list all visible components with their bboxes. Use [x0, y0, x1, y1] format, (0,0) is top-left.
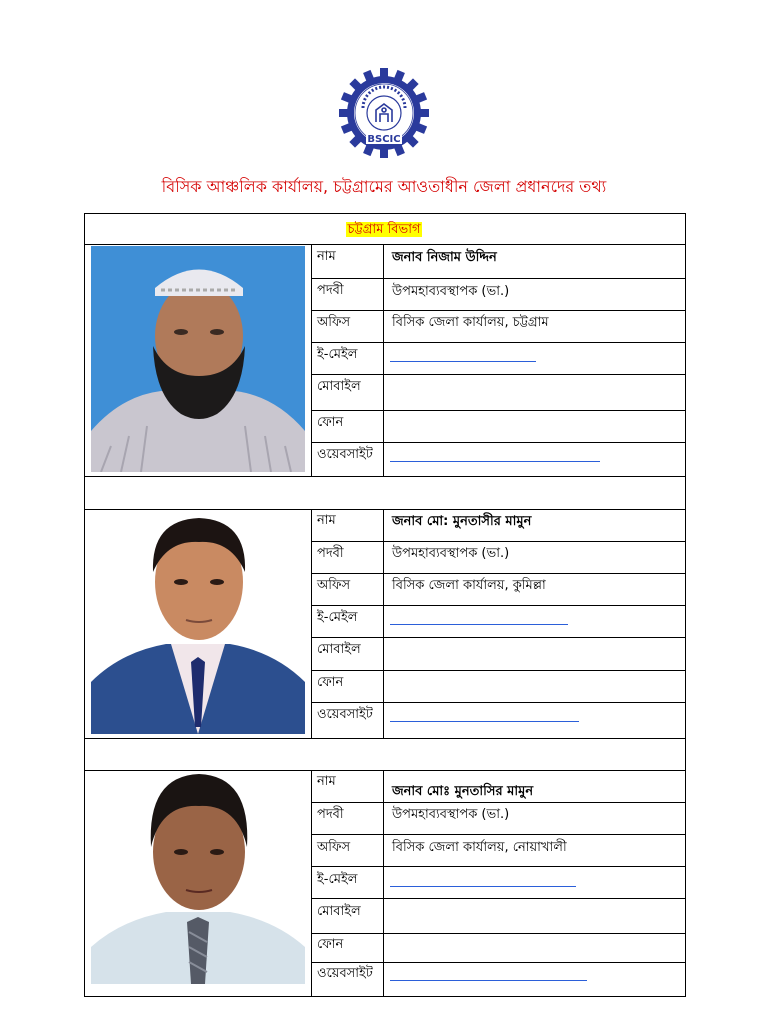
officer-photo-2 — [91, 512, 305, 734]
division-header — [0, 218, 768, 241]
website-link[interactable] — [390, 980, 587, 981]
website-link[interactable] — [390, 721, 579, 722]
officer-name: জনাব মোঃ মুনতাসির মামুন — [392, 784, 534, 799]
bscic-logo — [339, 68, 429, 158]
label-name: নাম — [317, 249, 336, 264]
email-link[interactable] — [390, 624, 568, 625]
label-phone: ফোন — [317, 675, 344, 690]
label-designation: পদবী — [317, 807, 344, 822]
logo-text: BSCIC — [367, 134, 401, 145]
officer-office: বিসিক জেলা কার্যালয়, নোয়াখালী — [392, 840, 567, 855]
officer-designation: উপমহাব্যবস্থাপক (ভা.) — [392, 284, 510, 299]
email-link[interactable] — [390, 886, 576, 887]
label-designation: পদবী — [317, 283, 344, 298]
officer-photo-3 — [91, 772, 305, 984]
officer-name: জনাব মো: মুনতাসীর মামুন — [392, 514, 532, 529]
officer-name: জনাব নিজাম উদ্দিন — [392, 250, 497, 265]
label-phone: ফোন — [317, 937, 344, 952]
label-name: নাম — [317, 513, 336, 528]
label-designation: পদবী — [317, 546, 344, 561]
label-phone: ফোন — [317, 415, 344, 430]
officer-office: বিসিক জেলা কার্যালয়, চট্টগ্রাম — [392, 315, 549, 330]
officer-designation: উপমহাব্যবস্থাপক (ভা.) — [392, 807, 510, 822]
label-office: অফিস — [317, 315, 351, 330]
officer-designation: উপমহাব্যবস্থাপক (ভা.) — [392, 546, 510, 561]
label-email: ই-মেইল — [317, 610, 358, 625]
label-email: ই-মেইল — [317, 347, 358, 362]
label-name: নাম — [317, 774, 336, 789]
label-mobile: মোবাইল — [317, 904, 361, 919]
label-mobile: মোবাইল — [317, 642, 361, 657]
label-website: ওয়েবসাইট — [317, 447, 373, 462]
label-office: অফিস — [317, 840, 351, 855]
officer-photo-1 — [91, 246, 305, 472]
division-label: চট্টগ্রাম বিভাগ — [347, 222, 421, 237]
label-office: অফিস — [317, 578, 351, 593]
label-website: ওয়েবসাইট — [317, 966, 373, 981]
label-mobile: মোবাইল — [317, 379, 361, 394]
label-email: ই-মেইল — [317, 872, 358, 887]
officer-office: বিসিক জেলা কার্যালয়, কুমিল্লা — [392, 578, 546, 593]
label-website: ওয়েবসাইট — [317, 707, 373, 722]
page-title: বিসিক আঞ্চলিক কার্যালয়, চট্টগ্রামের আওতাধীন জেলা প্রধানদের তথ্য — [161, 177, 607, 196]
website-link[interactable] — [390, 461, 600, 462]
email-link[interactable] — [390, 361, 536, 362]
